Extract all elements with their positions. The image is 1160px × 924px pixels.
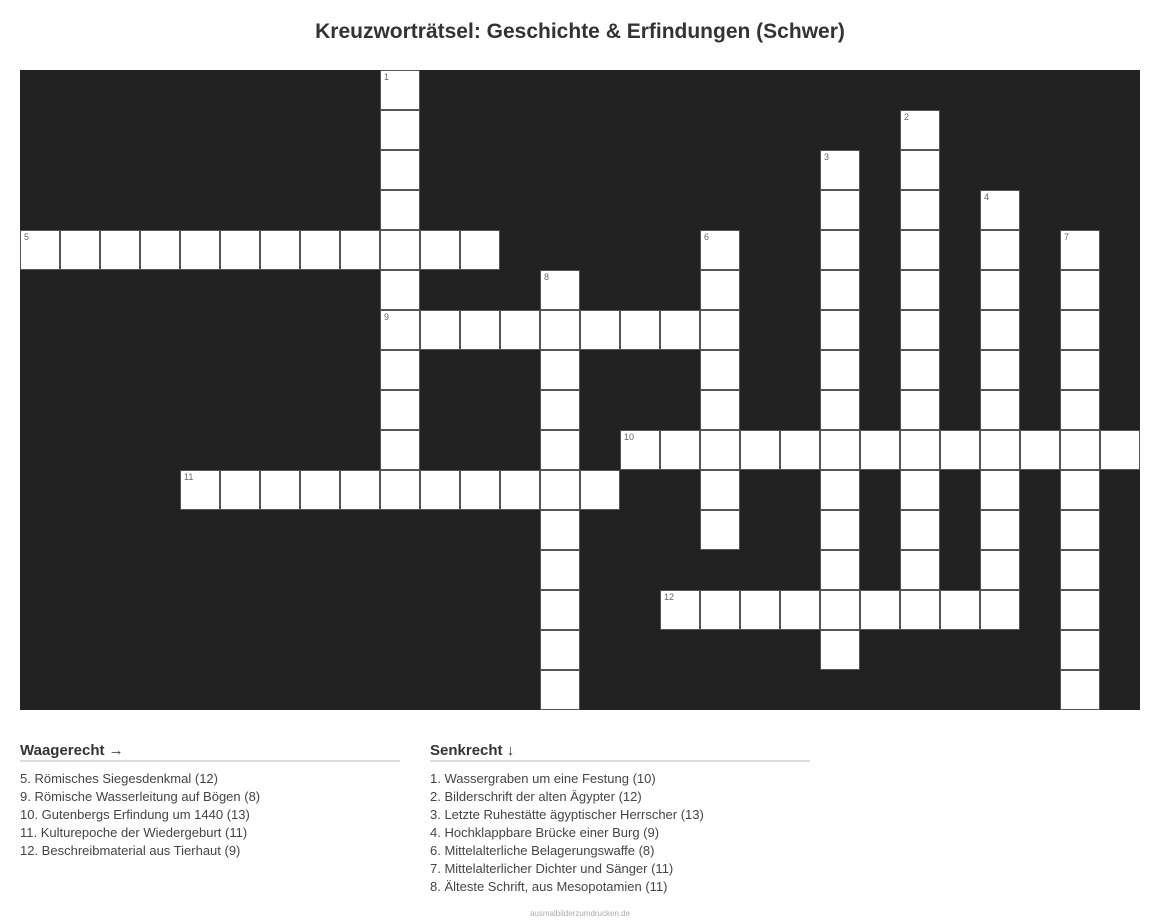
grid-cell[interactable] <box>900 310 940 350</box>
grid-cell[interactable] <box>1060 390 1100 430</box>
grid-cell[interactable] <box>180 230 220 270</box>
grid-cell[interactable] <box>420 470 460 510</box>
grid-cell[interactable] <box>900 190 940 230</box>
grid-cell[interactable] <box>940 590 980 630</box>
grid-cell[interactable] <box>820 550 860 590</box>
grid-cell[interactable] <box>900 270 940 310</box>
grid-cell[interactable] <box>980 190 1020 230</box>
grid-cell[interactable] <box>900 590 940 630</box>
grid-cell[interactable] <box>380 470 420 510</box>
grid-cell[interactable] <box>820 590 860 630</box>
grid-cell[interactable] <box>1060 670 1100 710</box>
grid-cell[interactable] <box>820 470 860 510</box>
across-clue-list <box>20 770 400 860</box>
clue-item: 10. Gutenbergs Erfindung um 1440 (13) <box>20 807 250 822</box>
grid-cell[interactable] <box>540 390 580 430</box>
grid-cell[interactable] <box>540 550 580 590</box>
grid-cell[interactable] <box>820 350 860 390</box>
grid-cell[interactable] <box>220 230 260 270</box>
grid-cell[interactable] <box>540 310 580 350</box>
grid-cell[interactable] <box>700 390 740 430</box>
clue-number: 7 <box>1064 232 1070 242</box>
clue-item: 4. Hochklappbare Brücke einer Burg (9) <box>430 825 660 840</box>
clue-item: 6. Mittelalterliche Belagerungswaffe (8) <box>430 843 655 858</box>
grid-cell[interactable] <box>740 590 780 630</box>
down-clue-list <box>430 770 810 896</box>
grid-cell[interactable] <box>540 630 580 670</box>
grid-cell[interactable] <box>380 150 420 190</box>
grid-cell[interactable] <box>1060 270 1100 310</box>
grid-cell[interactable] <box>820 430 860 470</box>
grid-cell[interactable] <box>820 270 860 310</box>
grid-cell[interactable] <box>220 470 260 510</box>
grid-cell[interactable] <box>1100 430 1140 470</box>
page-title: Kreuzworträtsel: Geschichte & Erfindungen (Schwer) <box>315 20 845 43</box>
grid-cell[interactable] <box>820 150 860 190</box>
grid-cell[interactable] <box>820 310 860 350</box>
grid-cell[interactable] <box>780 430 820 470</box>
grid-cell[interactable] <box>980 510 1020 550</box>
grid-cell[interactable] <box>380 230 420 270</box>
grid-cell[interactable] <box>700 310 740 350</box>
grid-cell[interactable] <box>980 310 1020 350</box>
grid-cell[interactable] <box>620 430 660 470</box>
grid-cell[interactable] <box>900 390 940 430</box>
grid-cell[interactable] <box>700 590 740 630</box>
grid-cell[interactable] <box>380 70 420 110</box>
crossword-grid <box>20 70 1140 710</box>
clue-item: 8. Älteste Schrift, aus Mesopotamien (11) <box>430 879 668 894</box>
grid-cell[interactable] <box>380 390 420 430</box>
grid-cell[interactable] <box>820 190 860 230</box>
clue-number: 10 <box>624 432 635 442</box>
grid-cell[interactable] <box>980 550 1020 590</box>
grid-cell[interactable] <box>940 430 980 470</box>
footer-credit: ausmalbilderzumdrucken.de <box>529 909 631 918</box>
grid-cell[interactable] <box>620 310 660 350</box>
grid-cell[interactable] <box>980 230 1020 270</box>
grid-cell[interactable] <box>700 230 740 270</box>
clue-number: 11 <box>184 472 194 482</box>
grid-cell[interactable] <box>820 390 860 430</box>
grid-cell[interactable] <box>900 510 940 550</box>
clue-number: 9 <box>384 312 390 322</box>
grid-cell[interactable] <box>340 470 380 510</box>
grid-cell[interactable] <box>900 430 940 470</box>
grid-cell[interactable] <box>300 470 340 510</box>
grid-cell[interactable] <box>700 430 740 470</box>
grid-cell[interactable] <box>60 230 100 270</box>
grid-cell[interactable] <box>1060 350 1100 390</box>
clue-item: 7. Mittelalterlicher Dichter und Sänger (11) <box>430 861 674 876</box>
grid-cell[interactable] <box>500 470 540 510</box>
grid-cell[interactable] <box>20 230 60 270</box>
grid-cell[interactable] <box>980 590 1020 630</box>
clue-number: 1 <box>384 72 390 82</box>
grid-cell[interactable] <box>540 430 580 470</box>
grid-cell[interactable] <box>1060 470 1100 510</box>
grid-cell[interactable] <box>980 430 1020 470</box>
across-clues-panel <box>20 742 400 860</box>
grid-cell[interactable] <box>820 630 860 670</box>
clue-item: 2. Bilderschrift der alten Ägypter (12) <box>430 789 642 804</box>
grid-cell[interactable] <box>260 230 300 270</box>
grid-cell[interactable] <box>540 590 580 630</box>
clue-item: 12. Beschreibmaterial aus Tierhaut (9) <box>20 843 241 858</box>
grid-cell[interactable] <box>460 230 500 270</box>
grid-cell[interactable] <box>900 550 940 590</box>
grid-cell[interactable] <box>340 230 380 270</box>
grid-cell[interactable] <box>980 470 1020 510</box>
grid-cell[interactable] <box>460 310 500 350</box>
clue-item: 11. Kulturepoche der Wiedergeburt (11) <box>20 825 248 840</box>
grid-cell[interactable] <box>1060 510 1100 550</box>
grid-cell[interactable] <box>300 230 340 270</box>
grid-cell[interactable] <box>420 230 460 270</box>
clue-number: 5 <box>24 232 30 242</box>
grid-cell[interactable] <box>980 270 1020 310</box>
grid-cell[interactable] <box>260 470 300 510</box>
grid-cell[interactable] <box>900 470 940 510</box>
clue-item: 3. Letzte Ruhestätte ägyptischer Herrscher (13) <box>430 807 704 822</box>
grid-cell[interactable] <box>380 430 420 470</box>
grid-cell[interactable] <box>740 430 780 470</box>
grid-cell[interactable] <box>1060 550 1100 590</box>
clue-number: 8 <box>544 272 550 282</box>
grid-cell[interactable] <box>540 270 580 310</box>
grid-cell[interactable] <box>980 350 1020 390</box>
grid-cell[interactable] <box>460 470 500 510</box>
grid-cell[interactable] <box>660 310 700 350</box>
grid-cell[interactable] <box>700 470 740 510</box>
grid-cell[interactable] <box>1020 430 1060 470</box>
grid-cell[interactable] <box>900 350 940 390</box>
grid-cell[interactable] <box>380 190 420 230</box>
grid-cell[interactable] <box>580 310 620 350</box>
grid-cell[interactable] <box>580 470 620 510</box>
grid-cell[interactable] <box>660 430 700 470</box>
grid-cell[interactable] <box>380 310 420 350</box>
grid-cell[interactable] <box>420 310 460 350</box>
grid-cell[interactable] <box>540 670 580 710</box>
clue-number: 12 <box>664 592 675 602</box>
grid-cell[interactable] <box>140 230 180 270</box>
clue-item: 1. Wassergraben um eine Festung (10) <box>430 771 656 786</box>
grid-cell[interactable] <box>500 310 540 350</box>
grid-cell[interactable] <box>900 110 940 150</box>
grid-cell[interactable] <box>540 470 580 510</box>
clue-number: 3 <box>824 152 830 162</box>
grid-cell[interactable] <box>180 470 220 510</box>
grid-cell[interactable] <box>380 350 420 390</box>
grid-cell[interactable] <box>780 590 820 630</box>
grid-cell[interactable] <box>900 230 940 270</box>
down-heading: Senkrecht ↓ <box>430 742 810 762</box>
grid-cell[interactable] <box>1060 310 1100 350</box>
grid-cell[interactable] <box>1060 430 1100 470</box>
grid-cell[interactable] <box>700 510 740 550</box>
grid-cell[interactable] <box>380 110 420 150</box>
grid-cell[interactable] <box>540 350 580 390</box>
across-heading: Waagerecht → <box>20 742 400 762</box>
clue-number: 6 <box>704 232 710 242</box>
grid-cell[interactable] <box>100 230 140 270</box>
grid-cell[interactable] <box>900 150 940 190</box>
grid-cell[interactable] <box>1060 630 1100 670</box>
grid-cell[interactable] <box>860 590 900 630</box>
grid-cell[interactable] <box>700 350 740 390</box>
grid-cell[interactable] <box>660 590 700 630</box>
clue-item: 5. Römisches Siegesdenkmal (12) <box>20 771 218 786</box>
grid-cell[interactable] <box>700 270 740 310</box>
grid-cell[interactable] <box>980 390 1020 430</box>
clue-number: 4 <box>984 192 990 202</box>
grid-cell[interactable] <box>820 510 860 550</box>
grid-cell[interactable] <box>380 270 420 310</box>
grid-cell[interactable] <box>540 510 580 550</box>
grid-cell[interactable] <box>860 430 900 470</box>
grid-cell[interactable] <box>1060 230 1100 270</box>
clue-number: 2 <box>904 112 910 122</box>
clue-item: 9. Römische Wasserleitung auf Bögen (8) <box>20 789 261 804</box>
down-clues-panel <box>430 742 810 896</box>
grid-cell[interactable] <box>820 230 860 270</box>
grid-cell[interactable] <box>1060 590 1100 630</box>
